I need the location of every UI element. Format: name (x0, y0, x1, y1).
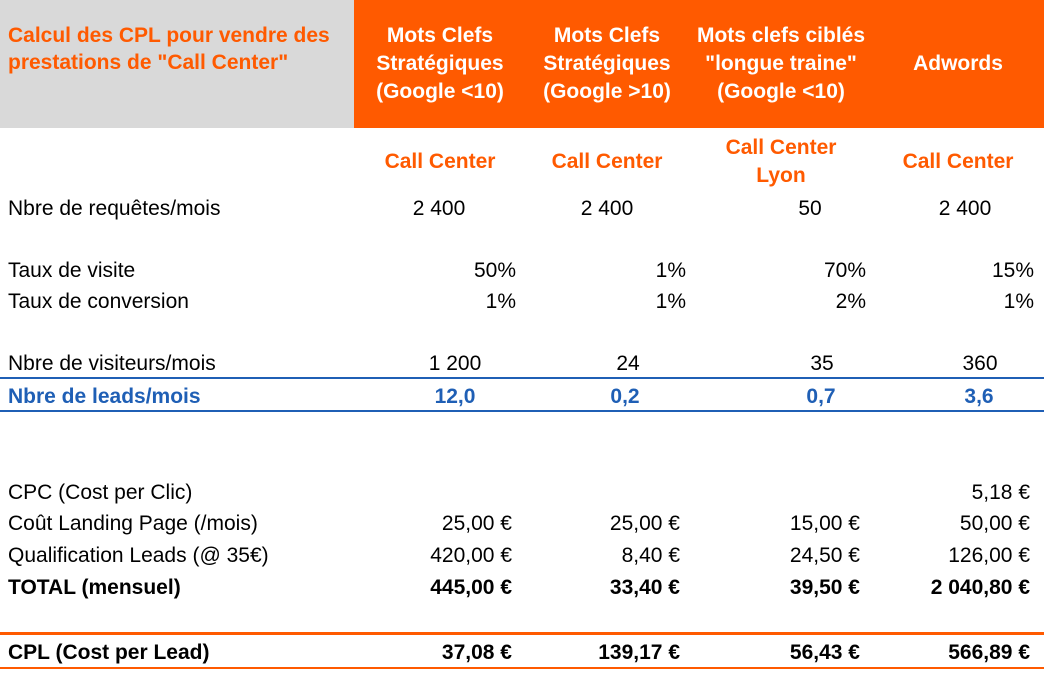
row-label-visiteurs: Nbre de visiteurs/mois (8, 352, 216, 375)
cell-visiteurs-2[interactable]: 24 (616, 352, 640, 375)
row-label-qualification: Qualification Leads (@ 35€) (8, 544, 269, 567)
table-title: Calcul des CPL pour vendre des prestations de "Call Center" (8, 24, 330, 74)
cell-qualification-1[interactable]: 420,00 € (430, 544, 512, 567)
row-label-cpl: CPL (Cost per Lead) (8, 641, 210, 664)
cell-total-3[interactable]: 39,50 € (789, 576, 860, 599)
cell-leads-4[interactable]: 3,6 (964, 385, 994, 408)
cpl-bottom-rule (0, 667, 1044, 669)
row-label-visite: Taux de visite (8, 259, 136, 282)
cell-landing-2[interactable]: 25,00 € (609, 512, 680, 535)
cell-visite-4[interactable]: 15% (991, 259, 1034, 282)
cell-visite-2[interactable]: 1% (655, 259, 686, 282)
subhead-col3: Call Center Lyon (725, 136, 837, 187)
cell-visiteurs-3[interactable]: 35 (810, 352, 834, 375)
row-label-landing: Coût Landing Page (/mois) (8, 512, 258, 535)
cell-total-2[interactable]: 33,40 € (609, 576, 680, 599)
col-header-strategic-top10[interactable]: Mots Clefs Stratégiques (Google <10) (376, 24, 504, 103)
cell-conversion-1[interactable]: 1% (485, 290, 516, 313)
cell-requetes-1[interactable]: 2 400 (412, 197, 466, 220)
row-label-conversion: Taux de conversion (8, 290, 189, 313)
cell-leads-1[interactable]: 12,0 (434, 385, 476, 408)
cell-requetes-2[interactable]: 2 400 (580, 197, 634, 220)
cell-visiteurs-4[interactable]: 360 (962, 352, 998, 375)
row-label-total: TOTAL (mensuel) (8, 576, 181, 599)
cpl-top-rule (0, 632, 1044, 635)
subhead-col2: Call Center (551, 150, 663, 173)
cell-landing-3[interactable]: 15,00 € (789, 512, 860, 535)
cell-cpc-4[interactable]: 5,18 € (971, 481, 1030, 504)
leads-top-rule (0, 377, 1044, 379)
cell-cpl-2[interactable]: 139,17 € (598, 641, 680, 664)
cell-requetes-4[interactable]: 2 400 (938, 197, 992, 220)
col-header-long-tail[interactable]: Mots clefs ciblés "longue traine" (Google <10) (696, 24, 866, 103)
row-label-leads: Nbre de leads/mois (8, 385, 201, 408)
cell-total-4[interactable]: 2 040,80 € (930, 576, 1030, 599)
subhead-col4: Call Center (902, 150, 1014, 173)
cell-conversion-2[interactable]: 1% (655, 290, 686, 313)
row-label-cpc: CPC (Cost per Clic) (8, 481, 193, 504)
cell-cpl-1[interactable]: 37,08 € (441, 641, 512, 664)
cell-cpl-4[interactable]: 566,89 € (948, 641, 1030, 664)
col-header-adwords[interactable]: Adwords (913, 52, 1003, 75)
cell-conversion-3[interactable]: 2% (835, 290, 866, 313)
cell-conversion-4[interactable]: 1% (1003, 290, 1034, 313)
cell-leads-3[interactable]: 0,7 (806, 385, 836, 408)
leads-bottom-rule (0, 410, 1044, 412)
row-label-requetes: Nbre de requêtes/mois (8, 197, 221, 220)
cell-visiteurs-1[interactable]: 1 200 (428, 352, 482, 375)
col-header-strategic-over10[interactable]: Mots Clefs Stratégiques (Google >10) (543, 24, 671, 103)
cell-total-1[interactable]: 445,00 € (430, 576, 512, 599)
cell-qualification-3[interactable]: 24,50 € (789, 544, 860, 567)
cell-leads-2[interactable]: 0,2 (610, 385, 640, 408)
cell-requetes-3[interactable]: 50 (798, 197, 822, 220)
cell-visite-1[interactable]: 50% (473, 259, 516, 282)
cell-visite-3[interactable]: 70% (823, 259, 866, 282)
cell-cpl-3[interactable]: 56,43 € (789, 641, 860, 664)
cell-qualification-4[interactable]: 126,00 € (948, 544, 1030, 567)
subhead-col1: Call Center (384, 150, 496, 173)
cell-landing-4[interactable]: 50,00 € (959, 512, 1030, 535)
cell-qualification-2[interactable]: 8,40 € (621, 544, 680, 567)
header-title-cell[interactable] (0, 0, 354, 128)
cell-landing-1[interactable]: 25,00 € (441, 512, 512, 535)
